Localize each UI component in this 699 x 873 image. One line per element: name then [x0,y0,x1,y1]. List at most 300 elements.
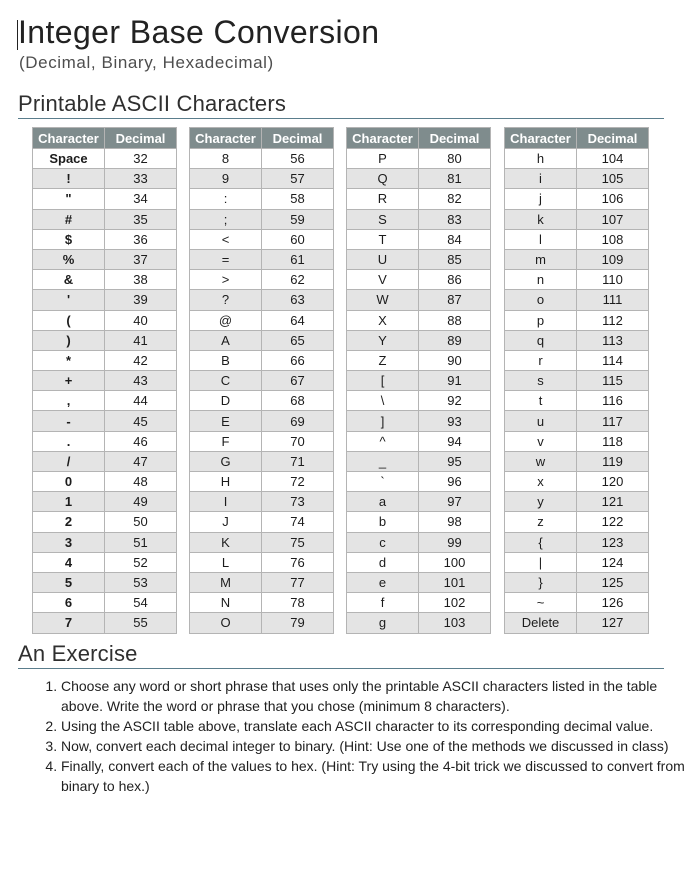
page-title: Integer Base Conversion [18,14,380,50]
decimal-cell: 117 [577,411,649,431]
character-cell: : [190,189,262,209]
character-cell: 5 [33,572,105,592]
table-row [347,169,491,189]
decimal-cell: 92 [419,391,491,411]
table-row [190,209,334,229]
character-cell: w [505,451,577,471]
decimal-cell: 119 [577,451,649,471]
character-cell: > [190,270,262,290]
decimal-cell: 32 [105,149,177,169]
table-header-row [347,128,491,149]
table-row [33,532,177,552]
character-cell: D [190,391,262,411]
table-row [190,290,334,310]
decimal-cell: 62 [262,270,334,290]
decimal-cell: 82 [419,189,491,209]
table-row [347,350,491,370]
decimal-cell: 124 [577,552,649,572]
ascii-table-1 [32,127,177,634]
table-row [347,209,491,229]
table-row [347,431,491,451]
decimal-cell: 77 [262,572,334,592]
decimal-cell: 58 [262,189,334,209]
decimal-cell: 109 [577,249,649,269]
decimal-cell: 47 [105,451,177,471]
table-row [505,552,649,572]
character-cell: R [347,189,419,209]
table-row [190,229,334,249]
decimal-cell: 104 [577,149,649,169]
character-cell: ! [33,169,105,189]
decimal-cell: 36 [105,229,177,249]
decimal-cell: 76 [262,552,334,572]
exercise-item: 1. Choose any word or short phrase that uses only the printable ASCII characters listed in the table above. Write the word or phrase that you chose (minimum 8 characters). [61,676,699,716]
decimal-cell: 56 [262,149,334,169]
table-row [33,169,177,189]
table-row [347,512,491,532]
table-row [505,593,649,613]
decimal-cell: 51 [105,532,177,552]
character-cell: { [505,532,577,552]
character-cell: T [347,229,419,249]
decimal-cell: 83 [419,209,491,229]
table-row [190,350,334,370]
table-row [33,391,177,411]
table-row [505,189,649,209]
character-cell: C [190,371,262,391]
table-row [347,371,491,391]
ascii-table-4 [504,127,649,634]
character-cell: Q [347,169,419,189]
table-row [33,290,177,310]
decimal-cell: 49 [105,492,177,512]
decimal-cell: 79 [262,613,334,633]
decimal-cell: 63 [262,290,334,310]
table-row [347,290,491,310]
page-subtitle: (Decimal, Binary, Hexadecimal) [19,53,274,72]
decimal-cell: 60 [262,229,334,249]
decimal-cell: 90 [419,350,491,370]
decimal-cell: 101 [419,572,491,592]
table-row [190,330,334,350]
table-row [190,512,334,532]
decimal-cell: 48 [105,472,177,492]
table-row [33,593,177,613]
decimal-cell: 125 [577,572,649,592]
table-row [347,189,491,209]
table-row [190,249,334,269]
character-cell: l [505,229,577,249]
table-row [190,270,334,290]
character-cell: E [190,411,262,431]
decimal-cell: 126 [577,593,649,613]
character-cell: j [505,189,577,209]
table-row [190,492,334,512]
character-cell: a [347,492,419,512]
character-cell: u [505,411,577,431]
character-cell: 3 [33,532,105,552]
decimal-cell: 70 [262,431,334,451]
ascii-table-3 [346,127,491,634]
decimal-cell: 121 [577,492,649,512]
column-header-decimal: Decimal [105,128,177,149]
decimal-cell: 54 [105,593,177,613]
character-cell: 0 [33,472,105,492]
decimal-cell: 106 [577,189,649,209]
decimal-cell: 39 [105,290,177,310]
table-row [33,209,177,229]
character-cell: " [33,189,105,209]
character-cell: & [33,270,105,290]
decimal-cell: 68 [262,391,334,411]
table-row [33,249,177,269]
table-row [190,593,334,613]
character-cell: b [347,512,419,532]
character-cell: M [190,572,262,592]
decimal-cell: 35 [105,209,177,229]
character-cell: < [190,229,262,249]
decimal-cell: 103 [419,613,491,633]
character-cell: A [190,330,262,350]
decimal-cell: 34 [105,189,177,209]
table-row [505,371,649,391]
character-cell: H [190,472,262,492]
character-cell: P [347,149,419,169]
decimal-cell: 41 [105,330,177,350]
decimal-cell: 69 [262,411,334,431]
table-header-row [505,128,649,149]
decimal-cell: 108 [577,229,649,249]
decimal-cell: 94 [419,431,491,451]
table-row [33,431,177,451]
character-cell: W [347,290,419,310]
decimal-cell: 65 [262,330,334,350]
character-cell: g [347,613,419,633]
decimal-cell: 118 [577,431,649,451]
character-cell: } [505,572,577,592]
character-cell: B [190,350,262,370]
table-row [347,492,491,512]
character-cell: S [347,209,419,229]
decimal-cell: 66 [262,350,334,370]
column-header-character: Character [33,128,105,149]
column-header-decimal: Decimal [577,128,649,149]
table-row [347,451,491,471]
character-cell: G [190,451,262,471]
decimal-cell: 89 [419,330,491,350]
table-row [33,270,177,290]
decimal-cell: 84 [419,229,491,249]
decimal-cell: 53 [105,572,177,592]
character-cell: 9 [190,169,262,189]
character-cell: X [347,310,419,330]
table-row [347,572,491,592]
table-row [190,169,334,189]
decimal-cell: 42 [105,350,177,370]
decimal-cell: 85 [419,249,491,269]
character-cell: p [505,310,577,330]
character-cell: f [347,593,419,613]
table-row [505,229,649,249]
decimal-cell: 50 [105,512,177,532]
decimal-cell: 52 [105,552,177,572]
decimal-cell: 38 [105,270,177,290]
table-row [33,472,177,492]
table-row [505,472,649,492]
decimal-cell: 86 [419,270,491,290]
decimal-cell: 61 [262,249,334,269]
decimal-cell: 64 [262,310,334,330]
table-row [505,431,649,451]
table-row [33,492,177,512]
column-header-decimal: Decimal [419,128,491,149]
table-row [505,270,649,290]
character-cell: \ [347,391,419,411]
table-header-row [190,128,334,149]
table-row [33,330,177,350]
table-row [33,572,177,592]
character-cell: e [347,572,419,592]
character-cell: ] [347,411,419,431]
table-row [505,532,649,552]
table-row [347,593,491,613]
character-cell: K [190,532,262,552]
table-row [33,512,177,532]
character-cell: z [505,512,577,532]
decimal-cell: 111 [577,290,649,310]
decimal-cell: 67 [262,371,334,391]
character-cell: n [505,270,577,290]
decimal-cell: 95 [419,451,491,471]
character-cell: 7 [33,613,105,633]
table-row [190,431,334,451]
character-cell: L [190,552,262,572]
character-cell: J [190,512,262,532]
character-cell: . [33,431,105,451]
table-row [347,330,491,350]
character-cell: @ [190,310,262,330]
table-row [347,613,491,633]
character-cell: Delete [505,613,577,633]
exercise-item: 3. Now, convert each decimal integer to binary. (Hint: Use one of the methods we discussed in class) [61,736,699,756]
table-row [33,371,177,391]
decimal-cell: 99 [419,532,491,552]
character-cell: ) [33,330,105,350]
decimal-cell: 37 [105,249,177,269]
table-row [347,249,491,269]
character-cell: O [190,613,262,633]
table-row [505,492,649,512]
decimal-cell: 110 [577,270,649,290]
character-cell: 4 [33,552,105,572]
character-cell: 2 [33,512,105,532]
exercise-item: 2. Using the ASCII table above, translate each ASCII character to its corresponding decimal value. [61,716,699,736]
character-cell: U [347,249,419,269]
decimal-cell: 114 [577,350,649,370]
table-row [347,391,491,411]
section-heading-ascii: Printable ASCII Characters [18,91,287,116]
table-row [190,552,334,572]
character-cell: N [190,593,262,613]
character-cell: * [33,350,105,370]
character-cell: x [505,472,577,492]
character-cell: ? [190,290,262,310]
table-row [505,350,649,370]
character-cell: s [505,371,577,391]
character-cell: Z [347,350,419,370]
table-row [505,391,649,411]
decimal-cell: 57 [262,169,334,189]
ascii-table-2 [189,127,334,634]
decimal-cell: 115 [577,371,649,391]
decimal-cell: 43 [105,371,177,391]
table-row [347,532,491,552]
table-row [505,512,649,532]
decimal-cell: 113 [577,330,649,350]
table-row [505,209,649,229]
table-row [190,189,334,209]
column-header-character: Character [347,128,419,149]
table-row [33,451,177,471]
character-cell: I [190,492,262,512]
character-cell: y [505,492,577,512]
character-cell: q [505,330,577,350]
decimal-cell: 46 [105,431,177,451]
character-cell: 6 [33,593,105,613]
decimal-cell: 122 [577,512,649,532]
character-cell: ( [33,310,105,330]
decimal-cell: 105 [577,169,649,189]
character-cell: # [33,209,105,229]
character-cell: h [505,149,577,169]
table-row [190,149,334,169]
table-row [33,229,177,249]
decimal-cell: 71 [262,451,334,471]
character-cell: r [505,350,577,370]
decimal-cell: 97 [419,492,491,512]
character-cell: k [505,209,577,229]
decimal-cell: 75 [262,532,334,552]
decimal-cell: 93 [419,411,491,431]
character-cell: 8 [190,149,262,169]
character-cell: F [190,431,262,451]
table-row [33,149,177,169]
decimal-cell: 81 [419,169,491,189]
character-cell: v [505,431,577,451]
decimal-cell: 112 [577,310,649,330]
decimal-cell: 40 [105,310,177,330]
character-cell: Space [33,149,105,169]
character-cell: 1 [33,492,105,512]
character-cell: $ [33,229,105,249]
table-row [347,552,491,572]
character-cell: ~ [505,593,577,613]
table-row [33,552,177,572]
character-cell: Y [347,330,419,350]
column-header-character: Character [505,128,577,149]
character-cell: , [33,391,105,411]
character-cell: c [347,532,419,552]
decimal-cell: 33 [105,169,177,189]
character-cell: t [505,391,577,411]
decimal-cell: 87 [419,290,491,310]
table-row [190,451,334,471]
decimal-cell: 74 [262,512,334,532]
table-row [505,330,649,350]
table-header-row [33,128,177,149]
table-row [347,472,491,492]
decimal-cell: 107 [577,209,649,229]
decimal-cell: 80 [419,149,491,169]
decimal-cell: 127 [577,613,649,633]
table-row [33,350,177,370]
decimal-cell: 78 [262,593,334,613]
table-row [190,310,334,330]
table-row [190,391,334,411]
table-row [190,532,334,552]
character-cell: ^ [347,431,419,451]
decimal-cell: 100 [419,552,491,572]
table-row [190,572,334,592]
table-row [347,229,491,249]
decimal-cell: 96 [419,472,491,492]
character-cell: / [33,451,105,471]
character-cell: = [190,249,262,269]
section-rule [18,118,664,119]
column-header-character: Character [190,128,262,149]
decimal-cell: 120 [577,472,649,492]
decimal-cell: 59 [262,209,334,229]
character-cell: d [347,552,419,572]
table-row [347,270,491,290]
table-row [190,371,334,391]
table-row [190,411,334,431]
table-row [505,411,649,431]
table-row [347,149,491,169]
table-row [190,613,334,633]
character-cell: ; [190,209,262,229]
table-row [33,411,177,431]
decimal-cell: 102 [419,593,491,613]
decimal-cell: 55 [105,613,177,633]
exercise-item: 4. Finally, convert each of the values to hex. (Hint: Try using the 4-bit trick we discussed to convert from binary to hex.) [61,756,699,796]
table-row [505,249,649,269]
table-row [190,472,334,492]
table-row [505,572,649,592]
table-row [505,149,649,169]
decimal-cell: 98 [419,512,491,532]
table-row [33,310,177,330]
exercise-list [22,676,699,796]
character-cell: o [505,290,577,310]
section-rule [18,668,664,669]
character-cell: _ [347,451,419,471]
decimal-cell: 44 [105,391,177,411]
table-row [505,169,649,189]
table-row [33,189,177,209]
table-row [505,451,649,471]
character-cell: m [505,249,577,269]
character-cell: % [33,249,105,269]
decimal-cell: 88 [419,310,491,330]
decimal-cell: 72 [262,472,334,492]
character-cell: ' [33,290,105,310]
table-row [505,290,649,310]
table-row [347,310,491,330]
character-cell: - [33,411,105,431]
decimal-cell: 91 [419,371,491,391]
decimal-cell: 45 [105,411,177,431]
